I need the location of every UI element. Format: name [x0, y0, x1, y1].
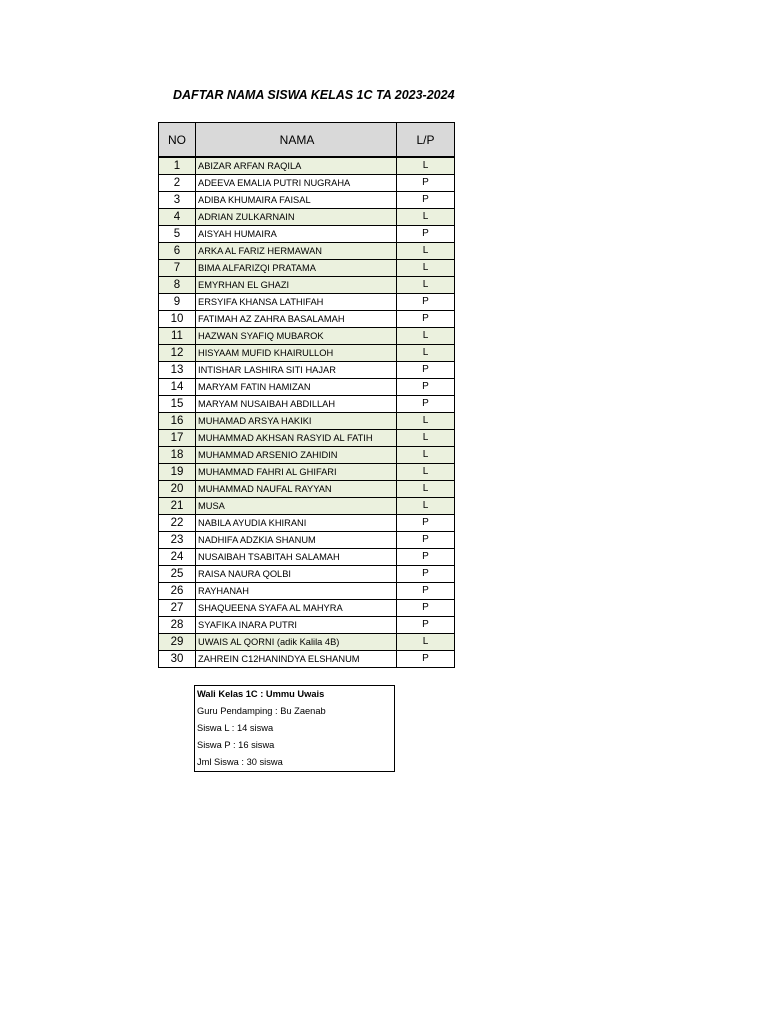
student-name: NABILA AYUDIA KHIRANI	[196, 515, 397, 532]
row-number: 18	[159, 447, 196, 464]
row-number: 9	[159, 294, 196, 311]
row-number: 2	[159, 175, 196, 192]
student-name: MUHAMMAD AKHSAN RASYID AL FATIH	[196, 430, 397, 447]
row-number: 14	[159, 379, 196, 396]
wali-kelas-text: Wali Kelas 1C : Ummu Uwais	[197, 689, 325, 699]
student-name: MUSA	[196, 498, 397, 515]
siswa-l-text: Siswa L : 14 siswa	[197, 723, 274, 733]
student-gender: L	[397, 447, 455, 464]
row-number: 16	[159, 413, 196, 430]
table-row	[159, 362, 455, 379]
table-row	[159, 192, 455, 209]
table-row	[159, 345, 455, 362]
table-body	[159, 157, 455, 668]
table-header-row	[159, 123, 455, 158]
student-name: MARYAM NUSAIBAH ABDILLAH	[196, 396, 397, 413]
siswa-p-text: Siswa P : 16 siswa	[197, 740, 275, 750]
table-row	[159, 243, 455, 260]
student-gender: L	[397, 328, 455, 345]
student-gender: P	[397, 175, 455, 192]
row-number: 3	[159, 192, 196, 209]
table-row	[159, 226, 455, 243]
student-name: MUHAMMAD FAHRI AL GHIFARI	[196, 464, 397, 481]
student-name: HISYAAM MUFID KHAIRULLOH	[196, 345, 397, 362]
student-name: MARYAM FATIN HAMIZAN	[196, 379, 397, 396]
table-row	[159, 617, 455, 634]
student-name: RAYHANAH	[196, 583, 397, 600]
row-number: 23	[159, 532, 196, 549]
student-name: HAZWAN SYAFIQ MUBAROK	[196, 328, 397, 345]
row-number: 30	[159, 651, 196, 668]
student-name: ARKA AL FARIZ HERMAWAN	[196, 243, 397, 260]
student-name: MUHAMAD ARSYA HAKIKI	[196, 413, 397, 430]
table-row	[159, 566, 455, 583]
student-gender: L	[397, 498, 455, 515]
student-gender: L	[397, 157, 455, 175]
row-number: 10	[159, 311, 196, 328]
student-name: ADIBA KHUMAIRA FAISAL	[196, 192, 397, 209]
student-name: ADEEVA EMALIA PUTRI NUGRAHA	[196, 175, 397, 192]
jml-siswa-text: Jml Siswa : 30 siswa	[197, 757, 283, 767]
student-name: FATIMAH AZ ZAHRA BASALAMAH	[196, 311, 397, 328]
table-row	[159, 294, 455, 311]
row-number: 21	[159, 498, 196, 515]
student-gender: L	[397, 430, 455, 447]
table-row	[159, 413, 455, 430]
student-name: ERSYIFA KHANSA LATHIFAH	[196, 294, 397, 311]
student-name: NUSAIBAH TSABITAH SALAMAH	[196, 549, 397, 566]
student-gender: P	[397, 617, 455, 634]
row-number: 25	[159, 566, 196, 583]
student-gender: P	[397, 294, 455, 311]
student-gender: L	[397, 243, 455, 260]
student-name: ABIZAR ARFAN RAQILA	[196, 157, 397, 175]
row-number: 27	[159, 600, 196, 617]
student-gender: P	[397, 651, 455, 668]
student-gender: P	[397, 515, 455, 532]
header-lp: L/P	[397, 123, 455, 158]
row-number: 29	[159, 634, 196, 651]
student-gender: P	[397, 583, 455, 600]
table-row	[159, 157, 455, 175]
student-name: ADRIAN ZULKARNAIN	[196, 209, 397, 226]
table-row	[159, 498, 455, 515]
row-number: 26	[159, 583, 196, 600]
student-name: MUHAMMAD ARSENIO ZAHIDIN	[196, 447, 397, 464]
table-row	[159, 430, 455, 447]
student-gender: P	[397, 379, 455, 396]
student-name: BIMA ALFARIZQI PRATAMA	[196, 260, 397, 277]
row-number: 20	[159, 481, 196, 498]
document-title: DAFTAR NAMA SISWA KELAS 1C TA 2023-2024	[173, 88, 455, 102]
student-gender: L	[397, 260, 455, 277]
guru-pendamping-text: Guru Pendamping : Bu Zaenab	[197, 706, 326, 716]
student-name: ZAHREIN C12HANINDYA ELSHANUM	[196, 651, 397, 668]
row-number: 17	[159, 430, 196, 447]
table-row	[159, 583, 455, 600]
student-gender: P	[397, 226, 455, 243]
student-gender: P	[397, 600, 455, 617]
table-row	[159, 328, 455, 345]
student-gender: L	[397, 345, 455, 362]
row-number: 28	[159, 617, 196, 634]
class-info-box	[194, 685, 395, 772]
student-gender: P	[397, 532, 455, 549]
student-gender: P	[397, 566, 455, 583]
student-name: INTISHAR LASHIRA SITI HAJAR	[196, 362, 397, 379]
table-row	[159, 600, 455, 617]
student-name: UWAIS AL QORNI (adik Kalila 4B)	[196, 634, 397, 651]
student-name: MUHAMMAD NAUFAL RAYYAN	[196, 481, 397, 498]
student-gender: L	[397, 481, 455, 498]
row-number: 6	[159, 243, 196, 260]
table-row	[159, 651, 455, 668]
student-gender: L	[397, 413, 455, 430]
row-number: 15	[159, 396, 196, 413]
table-row	[159, 481, 455, 498]
table-row	[159, 532, 455, 549]
table-row	[159, 634, 455, 651]
row-number: 8	[159, 277, 196, 294]
student-name: SYAFIKA INARA PUTRI	[196, 617, 397, 634]
row-number: 24	[159, 549, 196, 566]
student-name: NADHIFA ADZKIA SHANUM	[196, 532, 397, 549]
table-row	[159, 209, 455, 226]
row-number: 4	[159, 209, 196, 226]
table-row	[159, 311, 455, 328]
header-name: NAMA	[196, 123, 397, 158]
student-name: EMYRHAN EL GHAZI	[196, 277, 397, 294]
table-row	[159, 515, 455, 532]
table-row	[159, 277, 455, 294]
row-number: 12	[159, 345, 196, 362]
row-number: 13	[159, 362, 196, 379]
student-name: SHAQUEENA SYAFA AL MAHYRA	[196, 600, 397, 617]
student-gender: P	[397, 362, 455, 379]
table-row	[159, 175, 455, 192]
student-name: AISYAH HUMAIRA	[196, 226, 397, 243]
table-row	[159, 379, 455, 396]
student-gender: P	[397, 396, 455, 413]
table-row	[159, 396, 455, 413]
row-number: 5	[159, 226, 196, 243]
student-gender: L	[397, 634, 455, 651]
student-name: RAISA NAURA QOLBI	[196, 566, 397, 583]
student-gender: P	[397, 192, 455, 209]
student-gender: L	[397, 277, 455, 294]
row-number: 19	[159, 464, 196, 481]
row-number: 11	[159, 328, 196, 345]
table-row	[159, 260, 455, 277]
row-number: 22	[159, 515, 196, 532]
student-gender: L	[397, 464, 455, 481]
header-no: NO	[159, 123, 196, 158]
table-row	[159, 549, 455, 566]
student-gender: P	[397, 549, 455, 566]
student-gender: P	[397, 311, 455, 328]
table-row	[159, 447, 455, 464]
table-row	[159, 464, 455, 481]
student-table	[158, 122, 455, 668]
student-gender: L	[397, 209, 455, 226]
row-number: 1	[159, 157, 196, 175]
row-number: 7	[159, 260, 196, 277]
